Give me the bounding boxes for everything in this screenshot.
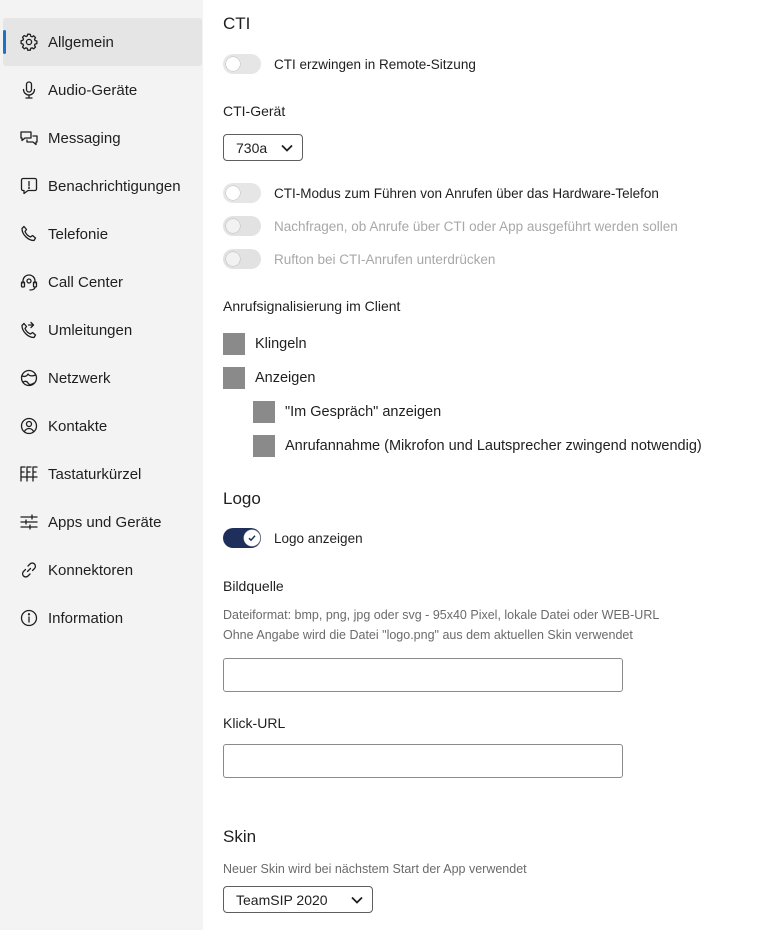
alert-bubble-icon [19,176,39,196]
sidebar-item-label: Konnektoren [48,561,134,579]
skin-section-title: Skin [223,827,257,846]
click-url-input[interactable] [223,744,623,778]
logo-section-title: Logo [223,489,261,508]
sidebar-item-information[interactable] [3,594,202,642]
sidebar [0,0,203,930]
globe-icon [19,368,39,388]
cti-force-remote-toggle-row[interactable] [223,53,476,75]
sidebar-item-label: Allgemein [48,33,114,51]
sidebar-item-label: Kontakte [48,417,108,435]
link-icon [19,560,39,580]
sidebar-item-apps-und-geraete[interactable] [3,498,202,546]
skin-select[interactable] [223,886,373,913]
cti-mode-toggle-row[interactable] [223,182,659,204]
skin-hint: Neuer Skin wird bei nächstem Start der App verwendet [223,862,527,876]
chat-bubbles-icon [19,128,39,148]
sidebar-item-benachrichtigungen[interactable] [3,162,202,210]
sidebar-item-tastaturkuerzel[interactable] [3,450,202,498]
sidebar-item-label: Audio-Geräte [48,81,138,99]
logo-show-label: Logo anzeigen [274,530,363,546]
cti-device-value: 730a [236,139,268,156]
image-source-hint-1: Dateiformat: bmp, png, jpg oder svg - 95x40 Pixel, lokale Datei oder WEB-URL [223,608,660,622]
click-url-label: Klick-URL [223,715,286,731]
microphone-icon [19,80,39,100]
cti-ask-label: Nachfragen, ob Anrufe über CTI oder App ausgeführt werden sollen [274,218,678,234]
cti-device-label: CTI-Gerät [223,103,286,119]
skin-value: TeamSIP 2020 [236,891,328,908]
sidebar-item-label: Information [48,609,124,627]
answer-label: Anrufannahme (Mikrofon und Lautsprecher zwingend notwendig) [285,438,702,454]
in-call-label: "Im Gespräch" anzeigen [285,404,442,420]
sidebar-item-label: Telefonie [48,225,109,243]
sidebar-item-label: Messaging [48,129,121,147]
sidebar-item-konnektoren[interactable] [3,546,202,594]
sidebar-item-telefonie[interactable] [3,210,202,258]
sidebar-item-umleitungen[interactable] [3,306,202,354]
chevron-down-icon [280,141,294,155]
cti-device-select[interactable] [223,134,303,161]
sidebar-item-label: Tastaturkürzel [48,465,142,483]
cti-ask-toggle-row [223,215,678,237]
cti-mode-label: CTI-Modus zum Führen von Anrufen über das Hardware-Telefon [274,185,659,201]
ring-checkbox[interactable] [223,333,245,355]
sidebar-item-label: Apps und Geräte [48,513,162,531]
image-source-label: Bildquelle [223,578,284,594]
sidebar-item-label: Call Center [48,273,124,291]
gear-icon [19,32,39,52]
cti-force-remote-label: CTI erzwingen in Remote-Sitzung [274,56,476,72]
cti-mode-toggle[interactable] [223,183,261,203]
cti-suppress-ring-toggle-row [223,248,495,270]
phone-forward-icon [19,320,39,340]
cti-suppress-ring-toggle [223,249,261,269]
answer-checkbox-row[interactable] [253,435,702,457]
cti-section-title: CTI [223,14,251,33]
in-call-checkbox-row[interactable] [253,401,441,423]
in-call-checkbox[interactable] [253,401,275,423]
checkmark-icon [247,533,257,543]
headset-icon [19,272,39,292]
phone-icon [19,224,39,244]
ring-label: Klingeln [255,336,307,352]
sidebar-item-allgemein[interactable] [3,18,202,66]
signaling-title: Anrufsignalisierung im Client [223,298,401,314]
cti-ask-toggle [223,216,261,236]
logo-show-toggle-row[interactable] [223,527,363,549]
sidebar-item-label: Umleitungen [48,321,133,339]
info-icon [19,608,39,628]
keyboard-shortcuts-icon [19,464,39,484]
answer-checkbox[interactable] [253,435,275,457]
sidebar-item-call-center[interactable] [3,258,202,306]
sliders-icon [19,512,39,532]
image-source-hint-2: Ohne Angabe wird die Datei "logo.png" aus dem aktuellen Skin verwendet [223,628,633,642]
sidebar-item-netzwerk[interactable] [3,354,202,402]
sidebar-item-audio-geraete[interactable] [3,66,202,114]
cti-suppress-ring-label: Rufton bei CTI-Anrufen unterdrücken [274,251,496,267]
image-source-input[interactable] [223,658,623,692]
sidebar-item-messaging[interactable] [3,114,202,162]
sidebar-item-label: Benachrichtigungen [48,177,181,195]
logo-show-toggle[interactable] [223,528,261,548]
cti-force-remote-toggle[interactable] [223,54,261,74]
show-label: Anzeigen [255,370,316,386]
contact-icon [19,416,39,436]
show-checkbox[interactable] [223,367,245,389]
sidebar-item-label: Netzwerk [48,369,111,387]
chevron-down-icon [350,893,364,907]
sidebar-item-kontakte[interactable] [3,402,202,450]
ring-checkbox-row[interactable] [223,333,307,355]
show-checkbox-row[interactable] [223,367,315,389]
